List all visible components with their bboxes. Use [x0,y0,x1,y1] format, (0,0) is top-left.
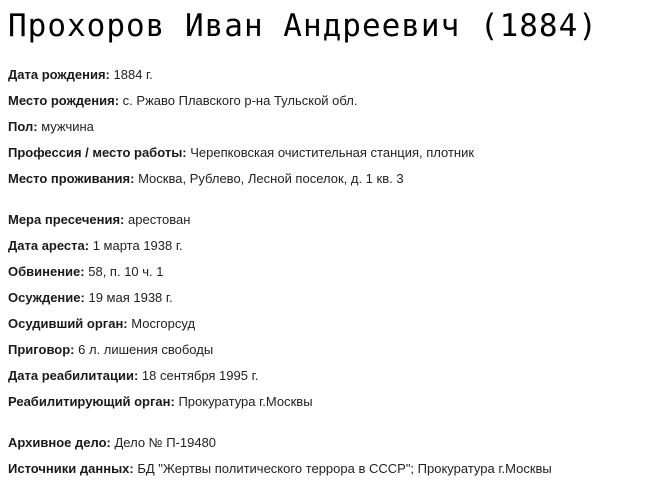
field-value: 19 мая 1938 г. [88,290,173,305]
field-data-sources [8,456,552,482]
field-label: Обвинение: [8,264,85,279]
field-convicting-body [8,311,313,337]
field-occupation [8,140,474,166]
field-value: Мосгорсуд [131,316,196,331]
field-value: 1 марта 1938 г. [92,238,183,253]
field-label: Место рождения: [8,93,120,108]
field-rehabilitation-date [8,363,313,389]
field-birth-date [8,62,474,88]
field-label: Реабилитирующий орган: [8,394,175,409]
field-value: мужчина [41,119,94,134]
field-value: БД "Жертвы политического террора в СССР"; Прокуратура г.Москвы [137,461,552,476]
field-value: 18 сентября 1995 г. [141,368,259,383]
field-charge [8,259,313,285]
field-label: Дата ареста: [8,238,90,253]
field-value: Дело № П-19480 [114,435,217,450]
field-sex [8,114,474,140]
field-label: Мера пресечения: [8,212,125,227]
field-value: Черепковская очистительная станция, плотник [190,145,475,160]
field-sentence [8,337,313,363]
field-value: Прокуратура г.Москвы [178,394,313,409]
personal-info-section [8,62,474,192]
case-info-section [8,207,313,415]
field-rehabilitating-body [8,389,313,415]
field-value: 58, п. 10 ч. 1 [88,264,164,279]
field-label: Осуждение: [8,290,85,305]
page-title: Прохоров Иван Андреевич (1884) [8,8,598,44]
archive-info-section [8,430,552,482]
field-residence [8,166,474,192]
field-label: Дата рождения: [8,67,110,82]
field-archive-case [8,430,552,456]
field-restraint [8,207,313,233]
field-value: 1884 г. [113,67,153,82]
field-value: арестован [128,212,191,227]
field-value: 6 л. лишения свободы [78,342,214,357]
field-value: Москва, Рублево, Лесной поселок, д. 1 кв. 3 [138,171,404,186]
field-label: Архивное дело: [8,435,111,450]
field-label: Место проживания: [8,171,135,186]
field-label: Источники данных: [8,461,134,476]
field-arrest-date [8,233,313,259]
field-value: с. Ржаво Плавского р-на Тульской обл. [122,93,358,108]
field-birth-place [8,88,474,114]
field-conviction-date [8,285,313,311]
field-label: Пол: [8,119,38,134]
field-label: Профессия / место работы: [8,145,187,160]
field-label: Приговор: [8,342,75,357]
field-label: Дата реабилитации: [8,368,139,383]
field-label: Осудивший орган: [8,316,128,331]
